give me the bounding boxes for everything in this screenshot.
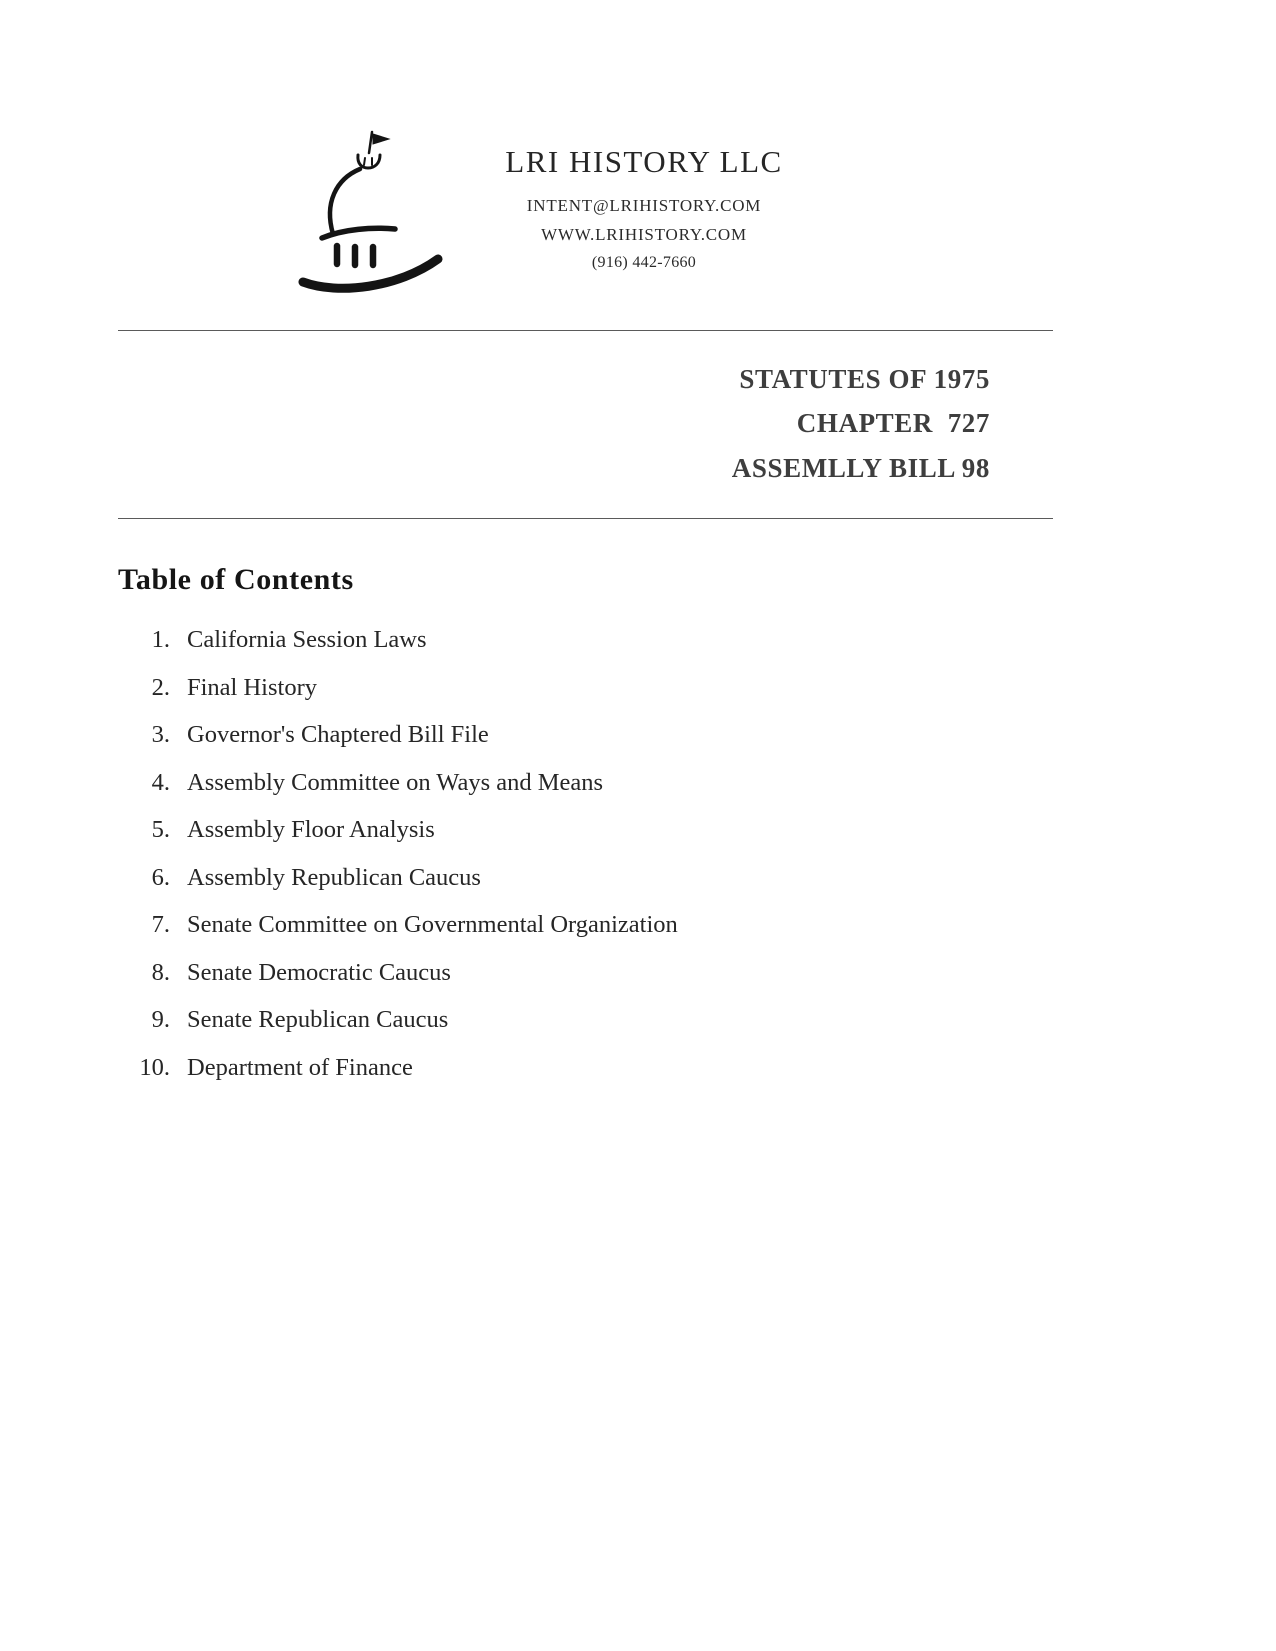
toc-item-number: 8. — [151, 958, 170, 986]
toc-item-number: 9. — [151, 1006, 170, 1034]
toc-list — [118, 627, 1276, 1080]
toc-item — [118, 1055, 1276, 1080]
toc-item-number: 3. — [151, 721, 170, 749]
company-name: LRI HISTORY LLC — [505, 144, 783, 179]
capitol-dome-logo-icon — [296, 128, 448, 296]
statute-bill: ASSEMLLY BILL 98 — [731, 452, 990, 483]
toc-item — [118, 1007, 1276, 1032]
toc-item-label: Governor's Chaptered Bill File — [187, 721, 489, 749]
toc-item-label: Department of Finance — [187, 1053, 413, 1081]
toc-item-number: 1. — [151, 626, 170, 654]
toc-item-number: 2. — [151, 673, 170, 701]
toc-item — [118, 912, 1276, 937]
website-url: WWW.LRIHISTORY.COM — [541, 225, 747, 244]
divider-top — [118, 330, 1053, 331]
toc-item-label: Assembly Floor Analysis — [187, 816, 435, 844]
toc-item-label: Senate Democratic Caucus — [187, 958, 451, 986]
toc-item — [118, 817, 1276, 842]
toc-item-label: Senate Committee on Governmental Organization — [187, 911, 678, 939]
toc-item-number: 7. — [151, 911, 170, 939]
toc-item — [118, 627, 1276, 652]
toc-item-label: Senate Republican Caucus — [187, 1006, 449, 1034]
letterhead — [0, 128, 1276, 296]
toc-item-number: 5. — [151, 816, 170, 844]
statute-reference-block — [0, 363, 990, 484]
toc-item — [118, 675, 1276, 700]
toc-item-number: 6. — [151, 863, 170, 891]
toc-item — [118, 770, 1276, 795]
toc-item-label: California Session Laws — [187, 626, 427, 654]
toc-item-label: Assembly Republican Caucus — [187, 863, 481, 891]
table-of-contents — [0, 519, 1276, 1080]
toc-item — [118, 865, 1276, 890]
toc-item-label: Final History — [187, 673, 317, 701]
toc-item — [118, 960, 1276, 985]
statute-year: STATUTES OF 1975 — [739, 364, 990, 394]
phone-number: (916) 442-7660 — [591, 254, 697, 271]
toc-item-label: Assembly Committee on Ways and Means — [187, 768, 604, 796]
toc-title: Table of Contents — [118, 563, 354, 597]
toc-item-number: 10. — [139, 1053, 170, 1081]
toc-item — [118, 722, 1276, 747]
contact-block — [474, 128, 814, 272]
statute-chapter: CHAPTER 727 — [796, 408, 990, 439]
toc-item-number: 4. — [151, 768, 170, 796]
email-address: INTENT@LRIHISTORY.COM — [526, 196, 762, 215]
